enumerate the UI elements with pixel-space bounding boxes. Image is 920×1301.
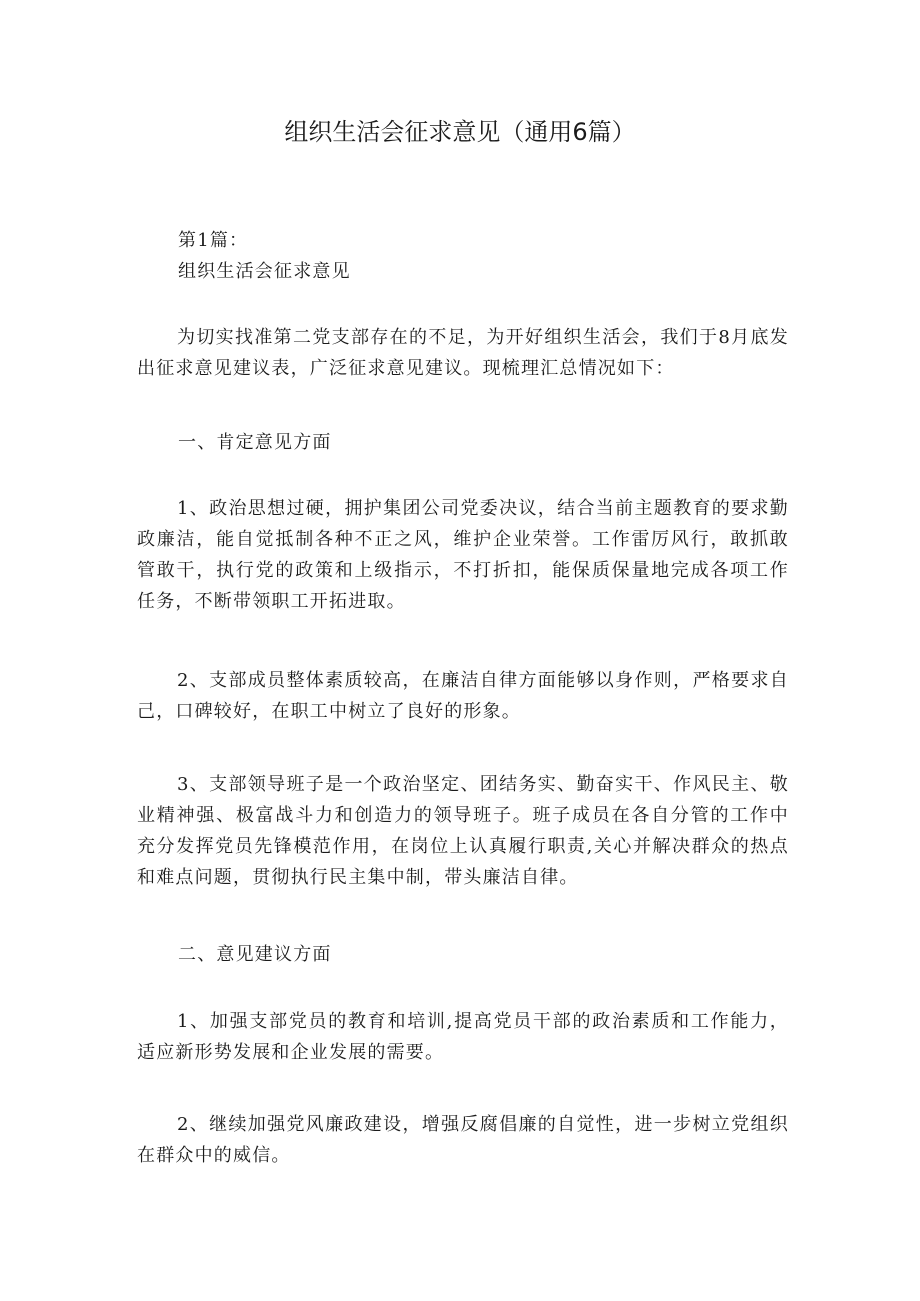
section-heading-suggestions: 二、意见建议方面 bbox=[178, 944, 332, 965]
suggestion-item-1: 1、加强支部党员的教育和培训,提高党员干部的政治素质和工作能力，适应新形势发展和企业发展的需要。 bbox=[137, 1011, 789, 1063]
suggestion-item-2: 2、继续加强党风廉政建设，增强反腐倡廉的自觉性，进一步树立党组织在群众中的威信。 bbox=[137, 1114, 789, 1166]
chapter-title: 组织生活会征求意见 bbox=[178, 261, 351, 282]
positive-item-2: 2、支部成员整体素质较高，在廉洁自律方面能够以身作则，严格要求自己，口碑较好，在职工中树立了良好的形象。 bbox=[137, 670, 789, 722]
positive-item-1: 1、政治思想过硬，拥护集团公司党委决议，结合当前主题教育的要求勤政廉洁，能自觉抵制各种不正之风，维护企业荣誉。工作雷厉风行，敢抓敢管敢干，执行党的政策和上级指示，不打折扣，能保质保量地完成各项工作任务，不断带领职工开拓进取。 bbox=[137, 498, 789, 612]
section-heading-positive: 一、肯定意见方面 bbox=[178, 432, 332, 453]
intro-paragraph: 为切实找准第二党支部存在的不足，为开好组织生活会，我们于8月底发出征求意见建议表，广泛征求意见建议。现梳理汇总情况如下： bbox=[137, 327, 789, 379]
positive-item-3: 3、支部领导班子是一个政治坚定、团结务实、勤奋实干、作风民主、敬业精神强、极富战斗力和创造力的领导班子。班子成员在各自分管的工作中充分发挥党员先锋模范作用，在岗位上认真履行职责,关心并解决群众的热点和难点问题，贯彻执行民主集中制，带头廉洁自律。 bbox=[137, 774, 789, 888]
document-title: 组织生活会征求意见（通用6篇） bbox=[284, 118, 636, 146]
chapter-label: 第1篇： bbox=[178, 230, 249, 251]
